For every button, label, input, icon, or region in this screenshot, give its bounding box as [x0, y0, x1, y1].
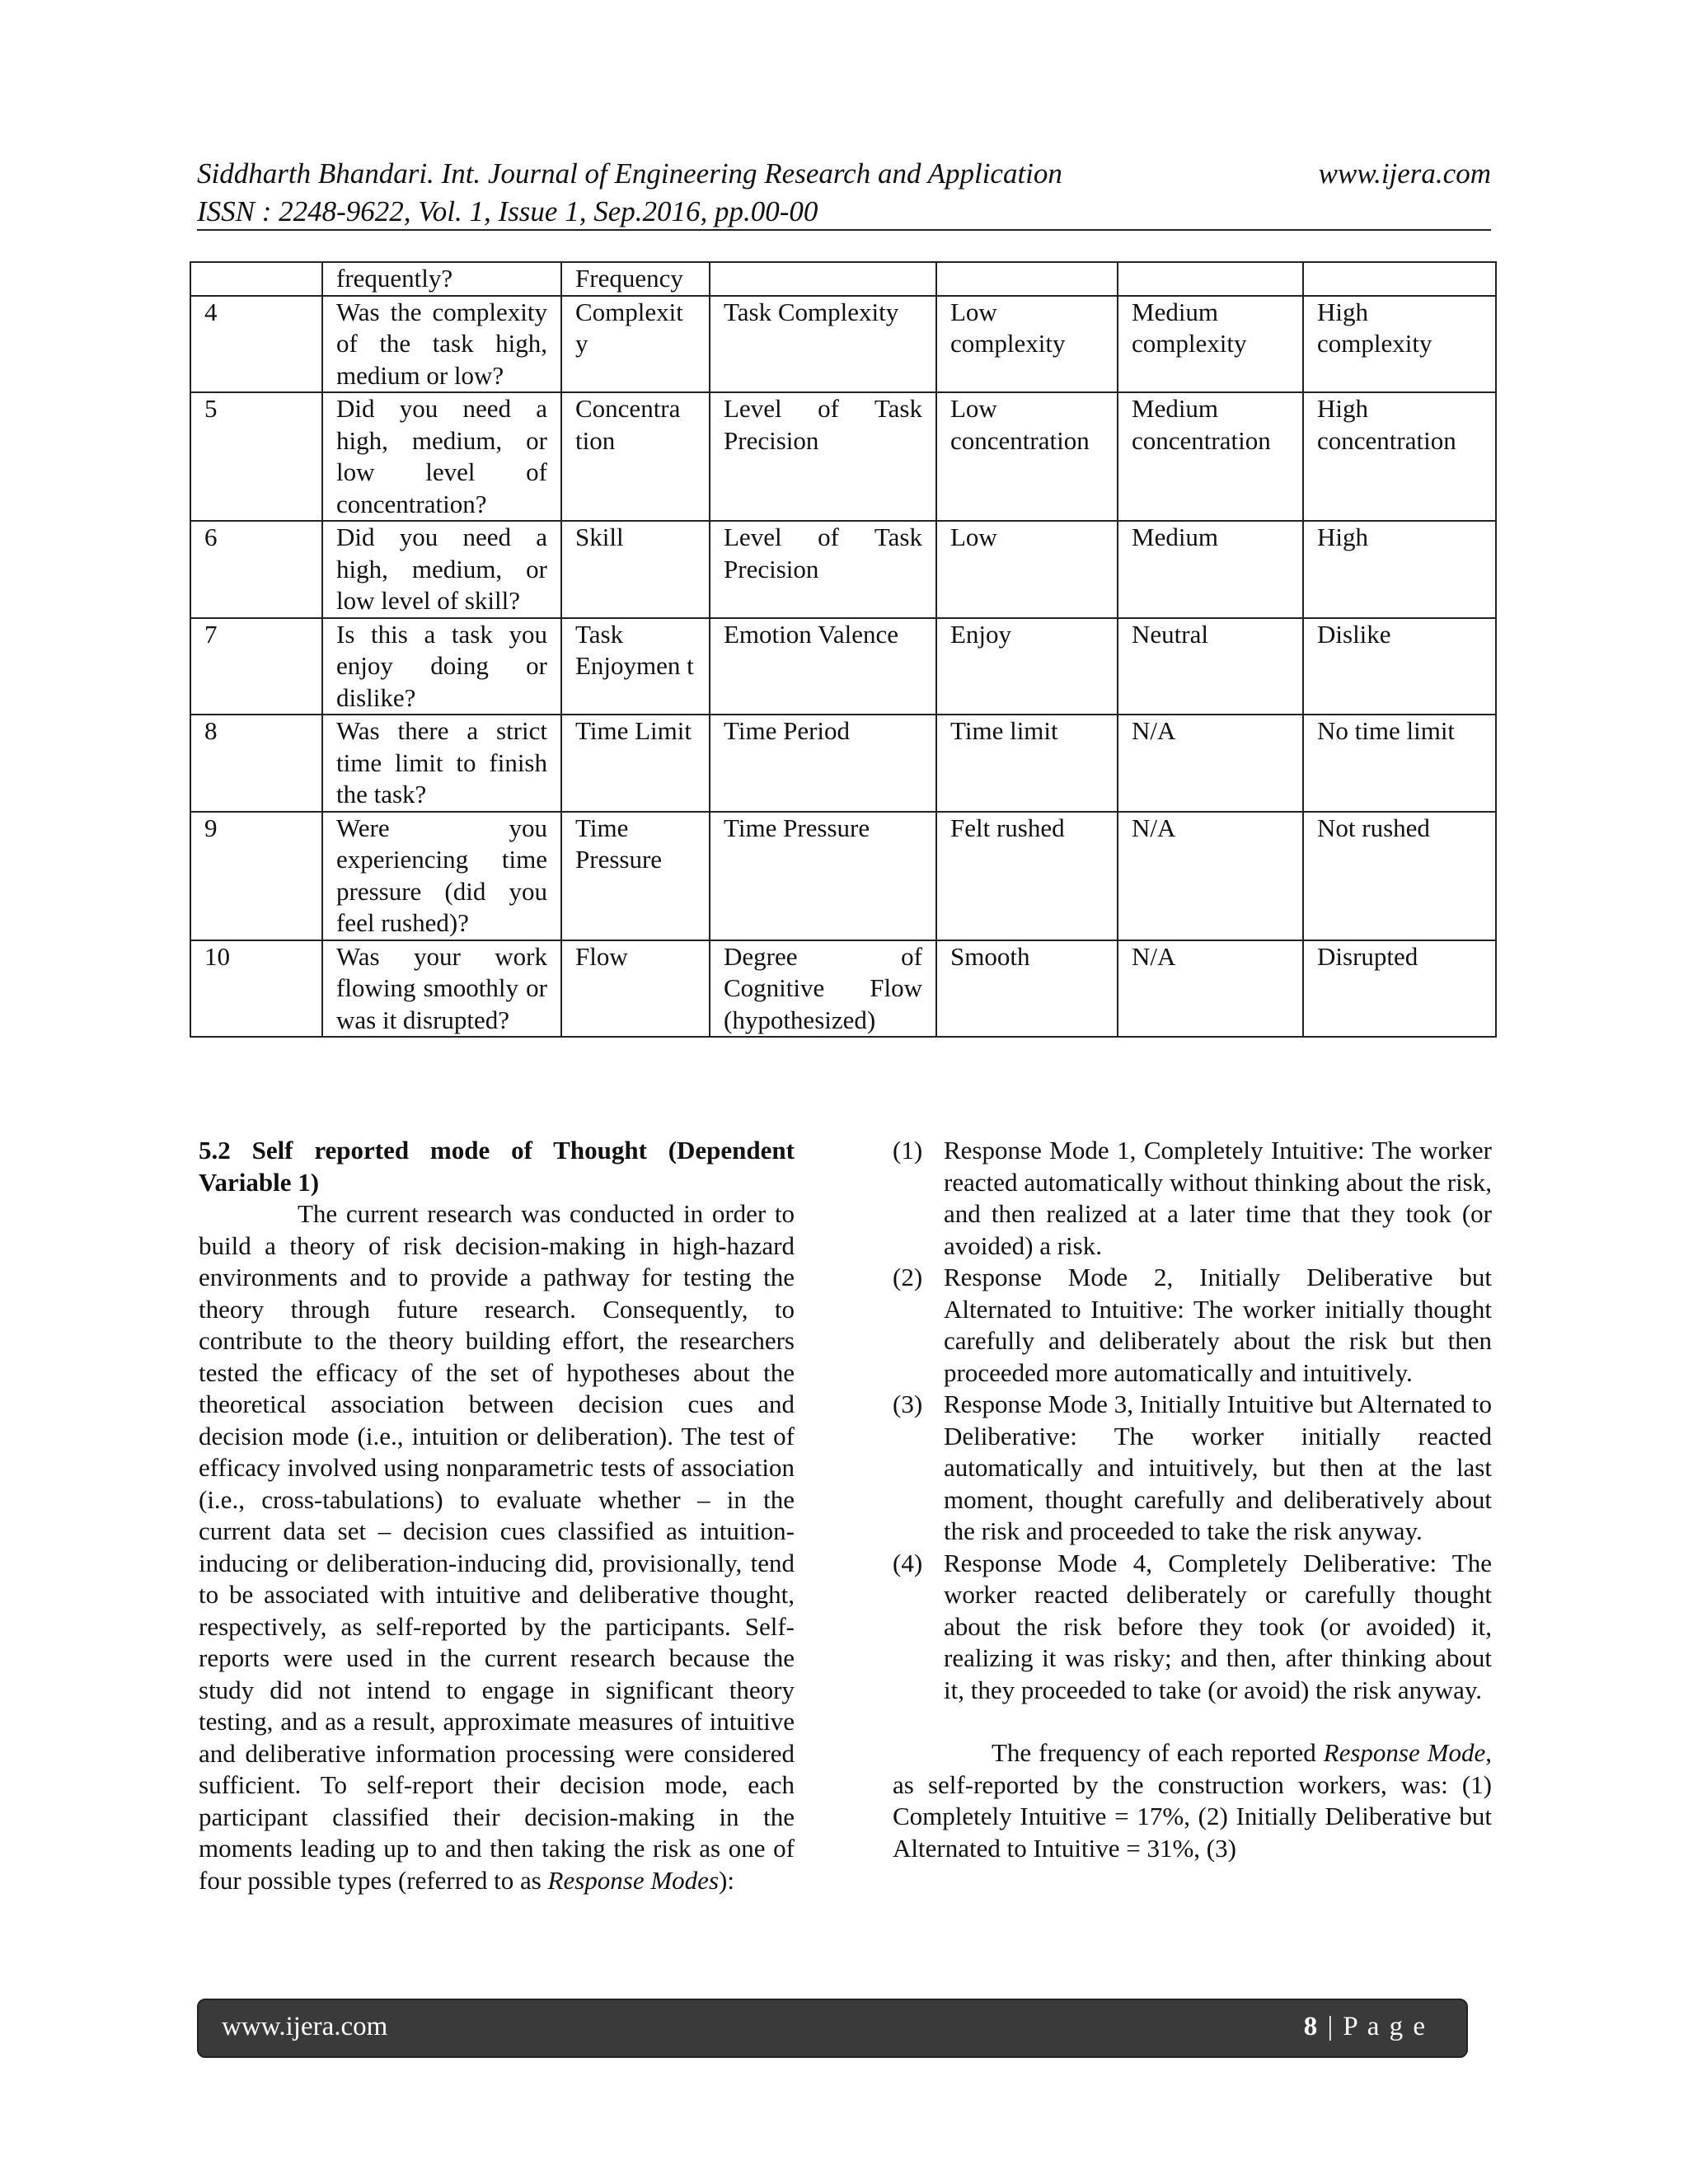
cell-cue-name: Concentra tion	[561, 392, 710, 521]
response-mode-text: Response Mode 1, Completely Intuitive: The worker reacted automatically without thinking about the risk, and then realized at a later time that they took (or avoided) a risk.	[944, 1136, 1492, 1260]
table-row	[190, 812, 1496, 940]
table-row	[190, 715, 1496, 812]
response-mode-item	[893, 1262, 1492, 1389]
cell-option-high: Disrupted	[1303, 940, 1496, 1038]
cell-question: frequently?	[322, 262, 561, 296]
cell-construct: Emotion Valence	[710, 618, 936, 715]
cell-row-number	[190, 262, 322, 296]
cell-construct: Time Pressure	[710, 812, 936, 940]
response-mode-number: (2)	[893, 1263, 923, 1291]
cell-option-low: Low complexity	[936, 296, 1118, 393]
issn-line: ISSN : 2248-9622, Vol. 1, Issue 1, Sep.2016, pp.00-00	[197, 195, 818, 227]
cell-construct: Level of Task Precision	[710, 521, 936, 618]
paragraph-end: ):	[719, 1865, 734, 1895]
cell-option-mid: N/A	[1118, 812, 1303, 940]
page-number	[1304, 2012, 1427, 2042]
table-row	[190, 296, 1496, 393]
response-mode-number: (1)	[893, 1136, 923, 1165]
cell-option-mid: Medium concentration	[1118, 392, 1303, 521]
cell-option-high: High	[1303, 521, 1496, 618]
cell-row-number: 8	[190, 715, 322, 812]
cell-option-high: Not rushed	[1303, 812, 1496, 940]
cell-cue-name: Skill	[561, 521, 710, 618]
paragraph-italic: Response Modes	[547, 1865, 720, 1895]
cell-construct: Task Complexity	[710, 296, 936, 393]
cell-construct: Level of Task Precision	[710, 392, 936, 521]
cell-option-high: High complexity	[1303, 296, 1496, 393]
journal-citation: Siddharth Bhandari. Int. Journal of Engineering Research and Application	[197, 157, 1062, 190]
cell-cue-name: Time Limit	[561, 715, 710, 812]
cell-question: Was there a strict time limit to finish the task?	[322, 715, 561, 812]
cell-option-mid: Medium complexity	[1118, 296, 1303, 393]
table-row	[190, 392, 1496, 521]
cell-question: Did you need a high, medium, or low level of skill?	[322, 521, 561, 618]
response-mode-item	[893, 1548, 1492, 1707]
cell-option-mid: Medium	[1118, 521, 1303, 618]
table-row	[190, 618, 1496, 715]
cell-option-mid: N/A	[1118, 715, 1303, 812]
cell-row-number: 5	[190, 392, 322, 521]
left-column	[199, 1135, 795, 1896]
response-mode-text: Response Mode 4, Completely Deliberative: The worker reacted deliberately or carefully thought about the risk before they took (or avoided) it, realizing it was risky; and then, after thinking about it, they proceeded to take (or avoid) the risk anyway.	[944, 1548, 1492, 1704]
cell-option-low: Time limit	[936, 715, 1118, 812]
frequency-prefix: The frequency of each reported	[992, 1738, 1324, 1767]
response-mode-item	[893, 1135, 1492, 1262]
response-mode-number: (3)	[893, 1390, 923, 1418]
page-number-value: 8	[1303, 2012, 1320, 2041]
cell-question: Is this a task you enjoy doing or dislike?	[322, 618, 561, 715]
cell-question: Was your work flowing smoothly or was it disrupted?	[322, 940, 561, 1038]
cue-table-body	[190, 262, 1496, 1037]
cue-table	[190, 261, 1497, 1038]
cell-row-number: 9	[190, 812, 322, 940]
journal-website: www.ijera.com	[1318, 157, 1491, 190]
cell-option-low	[936, 262, 1118, 296]
frequency-suffix: , as self-reported by the construction workers, was: (1) Completely Intuitive = 17%, (2) Initially Deliberative but Alternated to Intuitive = 31%, (3)	[893, 1738, 1493, 1863]
cell-option-mid: Neutral	[1118, 618, 1303, 715]
footer-website: www.ijera.com	[222, 2012, 388, 2041]
response-mode-number: (4)	[893, 1548, 923, 1577]
cell-option-low: Smooth	[936, 940, 1118, 1038]
page-label: | P a g e	[1319, 2012, 1427, 2041]
cell-cue-name: Frequency	[561, 262, 710, 296]
cell-option-high: Dislike	[1303, 618, 1496, 715]
cell-cue-name: Complexit y	[561, 296, 710, 393]
cell-option-high: No time limit	[1303, 715, 1496, 812]
cell-row-number: 6	[190, 521, 322, 618]
response-mode-item	[893, 1389, 1492, 1548]
cell-option-mid: N/A	[1118, 940, 1303, 1038]
right-column	[893, 1135, 1492, 1864]
cell-question: Were you experiencing time pressure (did you feel rushed)?	[322, 812, 561, 940]
cell-row-number: 4	[190, 296, 322, 393]
cell-option-mid	[1118, 262, 1303, 296]
response-mode-text: Response Mode 2, Initially Deliberative but Alternated to Intuitive: The worker initially thought carefully and deliberately about the risk but then proceeded more automatically and intuitively.	[944, 1263, 1492, 1387]
table-row	[190, 262, 1496, 296]
cell-cue-name: Time Pressure	[561, 812, 710, 940]
table-row	[190, 940, 1496, 1038]
cell-row-number: 7	[190, 618, 322, 715]
cell-construct	[710, 262, 936, 296]
cell-question: Did you need a high, medium, or low level of concentration?	[322, 392, 561, 521]
cell-option-low: Felt rushed	[936, 812, 1118, 940]
response-mode-text: Response Mode 3, Initially Intuitive but Alternated to Deliberative: The worker initially reacted automatically and intuitively, but then at the last moment, thought carefully and deliberatively about the risk and proceeded to take the risk anyway.	[944, 1390, 1492, 1545]
cell-option-high: High concentration	[1303, 392, 1496, 521]
page-footer	[197, 1999, 1468, 2058]
cell-option-high	[1303, 262, 1496, 296]
cell-question: Was the complexity of the task high, medium or low?	[322, 296, 561, 393]
frequency-paragraph	[893, 1737, 1492, 1864]
table-row	[190, 521, 1496, 618]
cell-option-low: Low	[936, 521, 1118, 618]
frequency-italic: Response Mode	[1323, 1738, 1486, 1767]
cell-cue-name: Task Enjoymen t	[561, 618, 710, 715]
cell-cue-name: Flow	[561, 940, 710, 1038]
page-header	[197, 155, 1491, 231]
cell-option-low: Low concentration	[936, 392, 1118, 521]
cell-construct: Degree of Cognitive Flow (hypothesized)	[710, 940, 936, 1038]
section-paragraph	[199, 1198, 795, 1896]
cell-construct: Time Period	[710, 715, 936, 812]
response-mode-list	[893, 1135, 1492, 1706]
cell-option-low: Enjoy	[936, 618, 1118, 715]
paragraph-text: The current research was conducted in order to build a theory of risk decision-making in high-hazard environments and to provide a pathway for testing the theory through future research. Consequently, to contribute to the theory building effort, the researchers tested the efficacy of the set of hypotheses about the theoretical association between decision cues and decision mode (i.e., intuition or deliberation). The test of efficacy involved using nonparametric tests of association (i.e., cross-tabulations) to evaluate whether – in the current data set – decision cues classified as intuition-inducing or deliberation-inducing did, provisionally, tend to be associated with intuitive and deliberative thought, respectively, as self-reported by the participants. Self-reports were used in the current research because the study did not intend to engage in significant theory testing, and as a result, approximate measures of intuitive and deliberative information processing were considered sufficient. To self-report their decision mode, each participant classified their decision-making in the moments leading up to and then taking the risk as one of four possible types (referred to as	[199, 1199, 795, 1895]
cell-row-number: 10	[190, 940, 322, 1038]
section-heading: 5.2 Self reported mode of Thought (Dependent Variable 1)	[199, 1136, 795, 1197]
